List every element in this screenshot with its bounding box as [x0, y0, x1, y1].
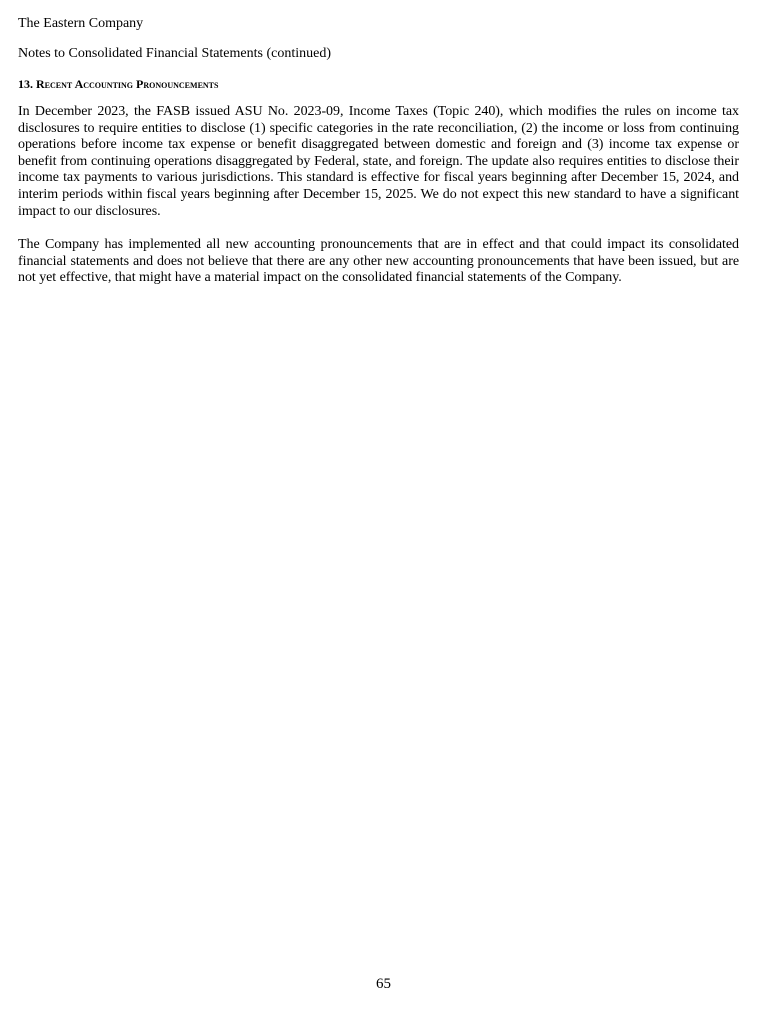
paragraph-other-pronouncements: The Company has implemented all new accounting pronouncements that are in effect and that could impact its consolidated financial statements and does not believe that there are any other new accounting pronouncements that have been issued, but are not yet effective, that might have a material impact on the consolidated financial statements of the Company. — [18, 237, 739, 286]
paragraph-asu-2023-09: In December 2023, the FASB issued ASU No. 2023-09, Income Taxes (Topic 240), which modifies the rules on income tax disclosures to require entities to disclose (1) specific categories in the rate reconciliation, (2) the income or loss from continuing operations before income tax expense or benefit disaggregated between domestic and foreign and (3) income tax expense or benefit from continuing operations disaggregated by Federal, state, and foreign. The update also requires entities to disclose their income tax payments to various jurisdictions. This standard is effective for fiscal years beginning after December 15, 2024, and interim periods within fiscal years beginning after December 15, 2025. We do not expect this new standard to have a significant impact to our disclosures. — [18, 104, 739, 219]
page-number: 65 — [376, 976, 391, 992]
page-content — [18, 14, 739, 287]
section-title: Recent Accounting Pronouncements — [36, 77, 219, 91]
section-number: 13. — [18, 77, 33, 91]
notes-heading: Notes to Consolidated Financial Statements (continued) — [18, 46, 331, 61]
company-name: The Eastern Company — [18, 16, 144, 31]
section-heading — [18, 76, 739, 92]
